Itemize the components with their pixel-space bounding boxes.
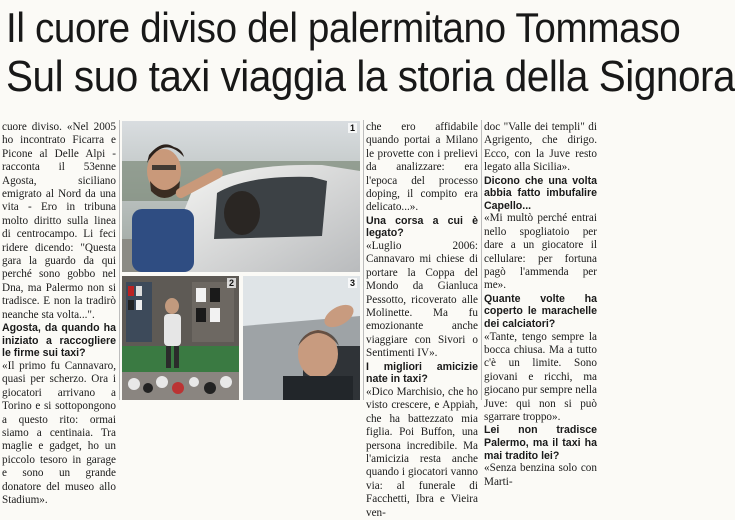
- col4-paragraph-4: «Senza benzina solo con Marti-: [484, 462, 597, 488]
- article-column-1: [2, 121, 116, 506]
- col4-question-2: Quante volte ha coperto le marachelle dei calciatori?: [484, 292, 597, 331]
- col4-question-3: Lei non tradisce Palermo, ma il taxi ha mai tradito lei?: [484, 424, 597, 462]
- col3-paragraph-3: «Dico Marchisio, che ho visto crescere, e Appiah, che ha battezzato mia figlia. Poi Buffon, una persona incredibile. Ma l'amicizia resta anche quando i giocatori vanno via: al funerale di Facchetti, Ibra e Vieira ven-: [366, 385, 478, 519]
- article-column-3: [366, 121, 478, 519]
- photo-garage-collection: [122, 276, 239, 400]
- photo-number-3: 3: [349, 278, 355, 288]
- photo-garage-image: [122, 276, 239, 400]
- photo-taxi-driver-image: [122, 121, 360, 272]
- photo-taxi-driver: [122, 121, 360, 272]
- headline-line-1: Il cuore diviso del palermitano Tommaso: [6, 4, 681, 51]
- col1-paragraph-2: «Il primo fu Cannavaro, quasi per scherzo. Ora i giocatori arrivano a Torino e si sottopongono a questo rito: ormai siamo a centinaia. Tra maglie e gadget, ho un piccolo tesoro in garage e sono un grande donatore del museo allo Stadium».: [2, 359, 116, 506]
- article-column-4: [484, 121, 597, 488]
- col4-paragraph-1: doc "Valle dei templi" di Agrigento, che dirigo. Ecco, con la Juve resto legato alla Sicilia».: [484, 121, 597, 174]
- photo-car-selfie: [243, 276, 360, 400]
- headline-line-2: Sul suo taxi viaggia la storia della Signora: [6, 52, 735, 101]
- col1-paragraph-1: cuore diviso. «Nel 2005 ho incontrato Ficarra e Picone al Delle Alpi - racconta il 53enne Agosta, siciliano emigrato al Nord da una vita - Ero in tribuna molto diritto sulla linea di centrocampo. Li feci ridere dicendo: "Questa gara la guardo da qui perché sono gobbo nel Dna, ma Palermo non si tradisce. E non la tradirò neanche sta volta...".: [2, 121, 116, 321]
- photo-number-1: 1: [349, 123, 355, 133]
- col3-paragraph-2: «Luglio 2006: Cannavaro mi chiese di portare la Coppa del Mondo da Gianluca Pessotto, ricoverato alle Molinette. Ma fu emozionante anche viaggiare con Sivori o Sentimenti IV».: [366, 240, 478, 360]
- col4-question-1: Dicono che una volta abbia fatto imbufalire Capello...: [484, 174, 597, 212]
- photo-number-2: 2: [228, 278, 234, 288]
- col4-paragraph-2: «Mi multò perché entrai nello spogliatoio per dare a un giocatore il cellulare: per fortuna pagò l'ammenda per me».: [484, 212, 597, 292]
- col3-paragraph-1: che ero affidabile quando portai a Milano le provette con i prelievi da analizzare: era l'epoca del processo doping, il compito era delicato...».: [366, 121, 478, 214]
- col3-question-1: Una corsa a cui è legato?: [366, 214, 478, 240]
- col4-paragraph-3: «Tante, tengo sempre la bocca chiusa. Ma a tutto c'è un limite. Sono giovani e ricchi, ma giocano pur sempre nella Juve: qui non si può sgarrare troppo».: [484, 330, 597, 424]
- col3-question-2: I migliori amicizie nate in taxi?: [366, 360, 478, 386]
- col1-question-1: Agosta, da quando ha iniziato a raccogliere le firme sui taxi?: [2, 322, 116, 360]
- photo-selfie-image: [243, 276, 360, 400]
